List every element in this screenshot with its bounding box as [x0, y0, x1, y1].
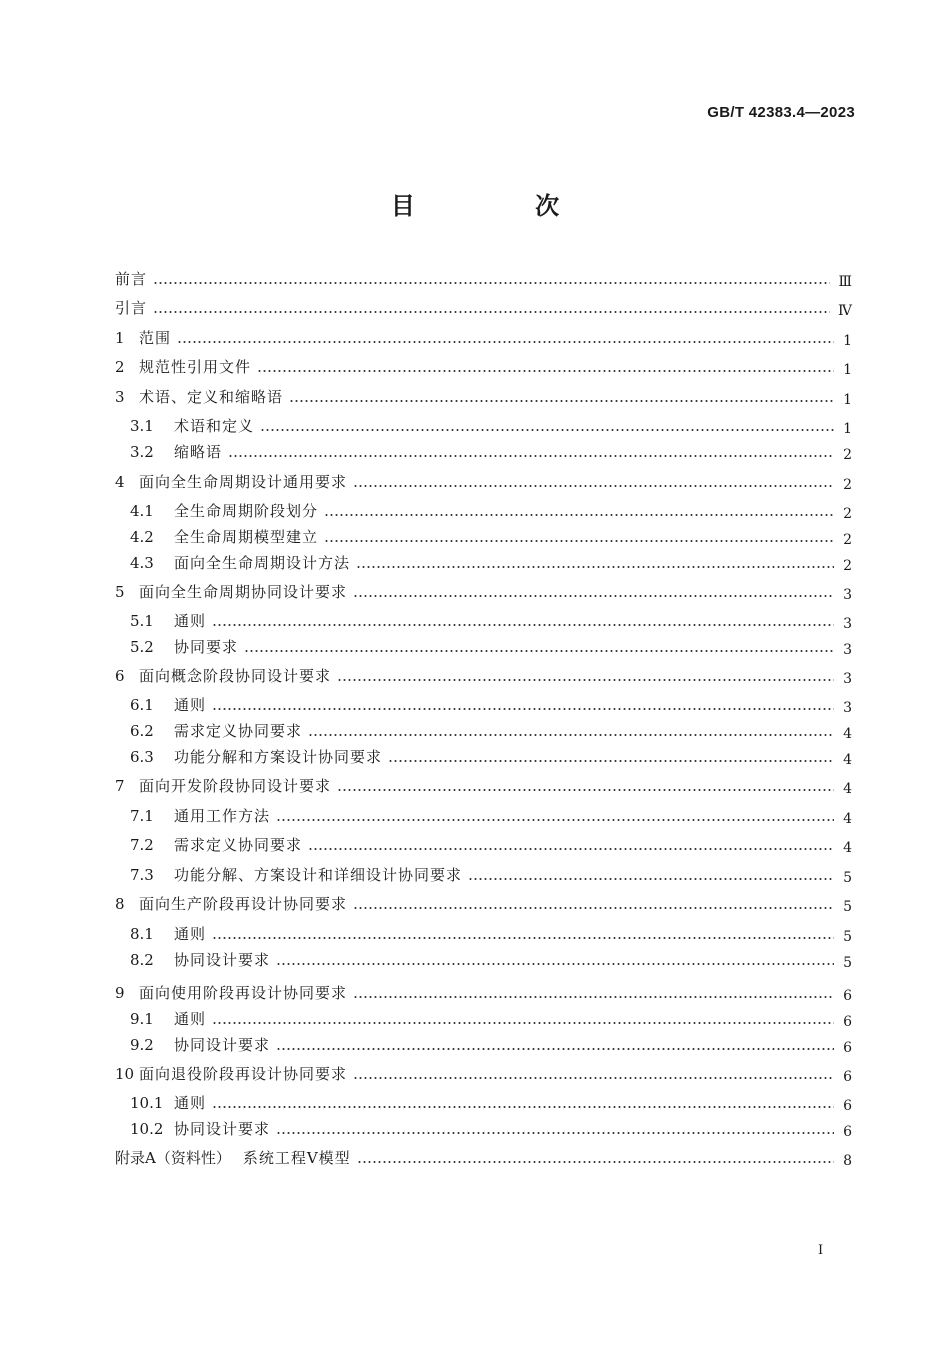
- toc-entry-page: 4: [843, 752, 852, 768]
- toc-entry[interactable]: [130, 1092, 852, 1114]
- dot-leader: [353, 1077, 834, 1079]
- dot-leader: [212, 1022, 834, 1024]
- toc-entry-page: Ⅲ: [838, 274, 852, 290]
- toc-entry-page: 2: [843, 447, 852, 463]
- toc-entry-label: 协同设计要求: [174, 1120, 271, 1138]
- toc-entry-number: 7.2: [130, 836, 154, 854]
- dot-leader: [212, 1106, 834, 1108]
- toc-entry[interactable]: [130, 552, 852, 574]
- toc-entry-label: 通则: [174, 612, 207, 630]
- toc-entry-label: 规范性引用文件: [139, 358, 252, 376]
- toc-entry-label: 全生命周期模型建立: [174, 528, 319, 546]
- toc-entry[interactable]: [130, 805, 852, 827]
- toc-entry[interactable]: [115, 665, 852, 687]
- toc-entry-page: 2: [843, 477, 852, 493]
- toc-entry-number: 10: [115, 1065, 135, 1083]
- toc-entry-number: 1: [115, 329, 125, 347]
- toc-entry-page: Ⅳ: [838, 303, 852, 319]
- dot-leader: [276, 963, 834, 965]
- toc-entry-label: 缩略语: [174, 443, 223, 461]
- toc-entry-number: 3: [115, 388, 125, 406]
- toc-entry-page: 8: [843, 1153, 852, 1169]
- toc-entry[interactable]: [115, 893, 852, 915]
- dot-leader: [388, 760, 834, 762]
- toc-entry-label: 协同设计要求: [174, 951, 271, 969]
- dot-leader: [353, 907, 834, 909]
- toc-entry-page: 5: [843, 899, 852, 915]
- toc-entry-page: 6: [843, 1014, 852, 1030]
- toc-entry-label: 面向开发阶段协同设计要求: [139, 777, 332, 795]
- toc-entry-number: 4.3: [130, 554, 154, 572]
- toc-entry[interactable]: [130, 923, 852, 945]
- toc-entry[interactable]: [115, 386, 852, 408]
- toc-entry[interactable]: [130, 1118, 852, 1140]
- toc-entry-page: 1: [843, 392, 852, 408]
- toc-entry-page: 4: [843, 726, 852, 742]
- toc-entry-number: 10.2: [130, 1120, 164, 1138]
- dot-leader: [228, 455, 834, 457]
- toc-entry-label: 引言: [115, 299, 148, 317]
- toc-entry-label: 功能分解和方案设计协同要求: [174, 748, 383, 766]
- toc-entry-number: 3.2: [130, 443, 154, 461]
- toc-entry-number: 2: [115, 358, 125, 376]
- toc-title: 目 次: [390, 192, 616, 220]
- toc-entry-page: 5: [843, 955, 852, 971]
- toc-entry-number: 10.1: [130, 1094, 164, 1112]
- toc-entry-number: 7: [115, 777, 125, 795]
- toc-entry-number: 4: [115, 473, 125, 491]
- toc-entry[interactable]: [130, 415, 852, 437]
- toc-entry-label: 面向概念阶段协同设计要求: [139, 667, 332, 685]
- toc-entry[interactable]: [115, 1063, 852, 1085]
- dot-leader: [276, 1132, 834, 1134]
- dot-leader: [337, 679, 834, 681]
- toc-entry-label: 通用工作方法: [174, 807, 271, 825]
- toc-entry-label: 全生命周期阶段划分: [174, 502, 319, 520]
- toc-entry-number: 9.1: [130, 1010, 154, 1028]
- toc-entry-label: 前言: [115, 270, 148, 288]
- dot-leader: [308, 734, 834, 736]
- toc-entry-page: 3: [843, 700, 852, 716]
- toc-entry-number: 6.1: [130, 696, 154, 714]
- toc-entry[interactable]: [115, 327, 852, 349]
- toc-entry-label: 通则: [174, 1010, 207, 1028]
- dot-leader: [244, 650, 834, 652]
- toc-entry[interactable]: [115, 1147, 852, 1169]
- dot-leader: [468, 878, 834, 880]
- toc-entry[interactable]: [115, 268, 852, 290]
- toc-entry-label: 系统工程V模型: [242, 1149, 351, 1167]
- dot-leader: [212, 624, 834, 626]
- toc-entry-label: 功能分解、方案设计和详细设计协同要求: [174, 866, 463, 884]
- toc-entry[interactable]: [130, 636, 852, 658]
- toc-entry-label: 面向退役阶段再设计协同要求: [139, 1065, 348, 1083]
- toc-entry-number: 8.2: [130, 951, 154, 969]
- toc-entry-page: 5: [843, 870, 852, 886]
- toc-entry-label: 需求定义协同要求: [174, 836, 303, 854]
- standard-code: GB/T 42383.4—2023: [707, 104, 855, 121]
- toc-entry-page: 1: [843, 421, 852, 437]
- toc-entry-number: 9.2: [130, 1036, 154, 1054]
- toc-entry-page: 4: [843, 781, 852, 797]
- toc-entry[interactable]: [130, 746, 852, 768]
- toc-entry-page: 5: [843, 929, 852, 945]
- dot-leader: [353, 485, 834, 487]
- toc-entry-label: 面向全生命周期设计方法: [174, 554, 351, 572]
- toc-entry-number: 8: [115, 895, 125, 913]
- toc-entry-page: 2: [843, 506, 852, 522]
- dot-leader: [153, 311, 830, 313]
- dot-leader: [212, 937, 834, 939]
- toc-entry-number: 4.2: [130, 528, 154, 546]
- toc-entry[interactable]: [115, 471, 852, 493]
- dot-leader: [212, 708, 834, 710]
- toc-entry[interactable]: [115, 297, 852, 319]
- dot-leader: [257, 370, 834, 372]
- toc-entry-page: 6: [843, 1124, 852, 1140]
- toc-entry-page: 6: [843, 988, 852, 1004]
- toc-entry-number: 3.1: [130, 417, 154, 435]
- toc-entry-page: 1: [843, 362, 852, 378]
- toc-entry-label: 通则: [174, 1094, 207, 1112]
- toc-entry-number: 附录A（资料性）: [115, 1149, 231, 1167]
- toc-entry-number: 7.1: [130, 807, 154, 825]
- toc-entry-number: 6: [115, 667, 125, 685]
- toc-entry-label: 面向生产阶段再设计协同要求: [139, 895, 348, 913]
- toc-entry-label: 术语和定义: [174, 417, 255, 435]
- toc-entry-number: 7.3: [130, 866, 154, 884]
- dot-leader: [353, 996, 834, 998]
- toc-entry-page: 3: [843, 587, 852, 603]
- toc-entry-label: 面向使用阶段再设计协同要求: [139, 984, 348, 1002]
- dot-leader: [353, 595, 834, 597]
- toc-entry-number: 8.1: [130, 925, 154, 943]
- dot-leader: [357, 1161, 834, 1163]
- toc-entry-page: 6: [843, 1098, 852, 1114]
- toc-entry[interactable]: [115, 356, 852, 378]
- toc-entry-number: 6.2: [130, 722, 154, 740]
- toc-entry-page: 2: [843, 558, 852, 574]
- toc-entry-number: 6.3: [130, 748, 154, 766]
- toc-entry[interactable]: [130, 720, 852, 742]
- toc-entry-number: 5.1: [130, 612, 154, 630]
- dot-leader: [289, 400, 834, 402]
- toc-entry-label: 协同要求: [174, 638, 239, 656]
- dot-leader: [260, 429, 834, 431]
- dot-leader: [177, 341, 834, 343]
- toc-entry[interactable]: [130, 1008, 852, 1030]
- toc-entry-number: 5.2: [130, 638, 154, 656]
- toc-entry[interactable]: [115, 775, 852, 797]
- toc-entry[interactable]: [130, 441, 852, 463]
- dot-leader: [276, 1048, 834, 1050]
- toc-entry-page: 6: [843, 1069, 852, 1085]
- page-number: Ⅰ: [818, 1243, 824, 1258]
- toc-entry-label: 通则: [174, 696, 207, 714]
- toc-entry-number: 5: [115, 583, 125, 601]
- toc-entry[interactable]: [130, 526, 852, 548]
- dot-leader: [153, 282, 830, 284]
- toc-entry[interactable]: [115, 982, 852, 1004]
- toc-entry-page: 2: [843, 532, 852, 548]
- toc-entry[interactable]: [130, 694, 852, 716]
- toc-entry-number: 4.1: [130, 502, 154, 520]
- toc-entry-page: 3: [843, 616, 852, 632]
- toc-entry[interactable]: [115, 581, 852, 603]
- toc-entry-page: 6: [843, 1040, 852, 1056]
- dot-leader: [337, 789, 834, 791]
- toc-entry[interactable]: [130, 610, 852, 632]
- toc-entry-page: 1: [843, 333, 852, 349]
- toc-entry[interactable]: [130, 1034, 852, 1056]
- toc-entry-number: 9: [115, 984, 125, 1002]
- toc-entry[interactable]: [130, 500, 852, 522]
- toc-entry-label: 面向全生命周期设计通用要求: [139, 473, 348, 491]
- toc-entry-label: 需求定义协同要求: [174, 722, 303, 740]
- dot-leader: [308, 848, 834, 850]
- toc-entry-label: 术语、定义和缩略语: [139, 388, 284, 406]
- dot-leader: [324, 514, 834, 516]
- toc-entry-label: 通则: [174, 925, 207, 943]
- toc-entry-label: 范围: [139, 329, 172, 347]
- toc-entry-page: 3: [843, 671, 852, 687]
- toc-entry[interactable]: [130, 864, 852, 886]
- dot-leader: [324, 540, 834, 542]
- toc-entry-label: 面向全生命周期协同设计要求: [139, 583, 348, 601]
- toc-entry-page: 3: [843, 642, 852, 658]
- dot-leader: [276, 819, 834, 821]
- dot-leader: [356, 566, 834, 568]
- toc-entry-page: 4: [843, 840, 852, 856]
- toc-entry[interactable]: [130, 834, 852, 856]
- toc-entry-page: 4: [843, 811, 852, 827]
- toc-entry-label: 协同设计要求: [174, 1036, 271, 1054]
- toc-entry[interactable]: [130, 949, 852, 971]
